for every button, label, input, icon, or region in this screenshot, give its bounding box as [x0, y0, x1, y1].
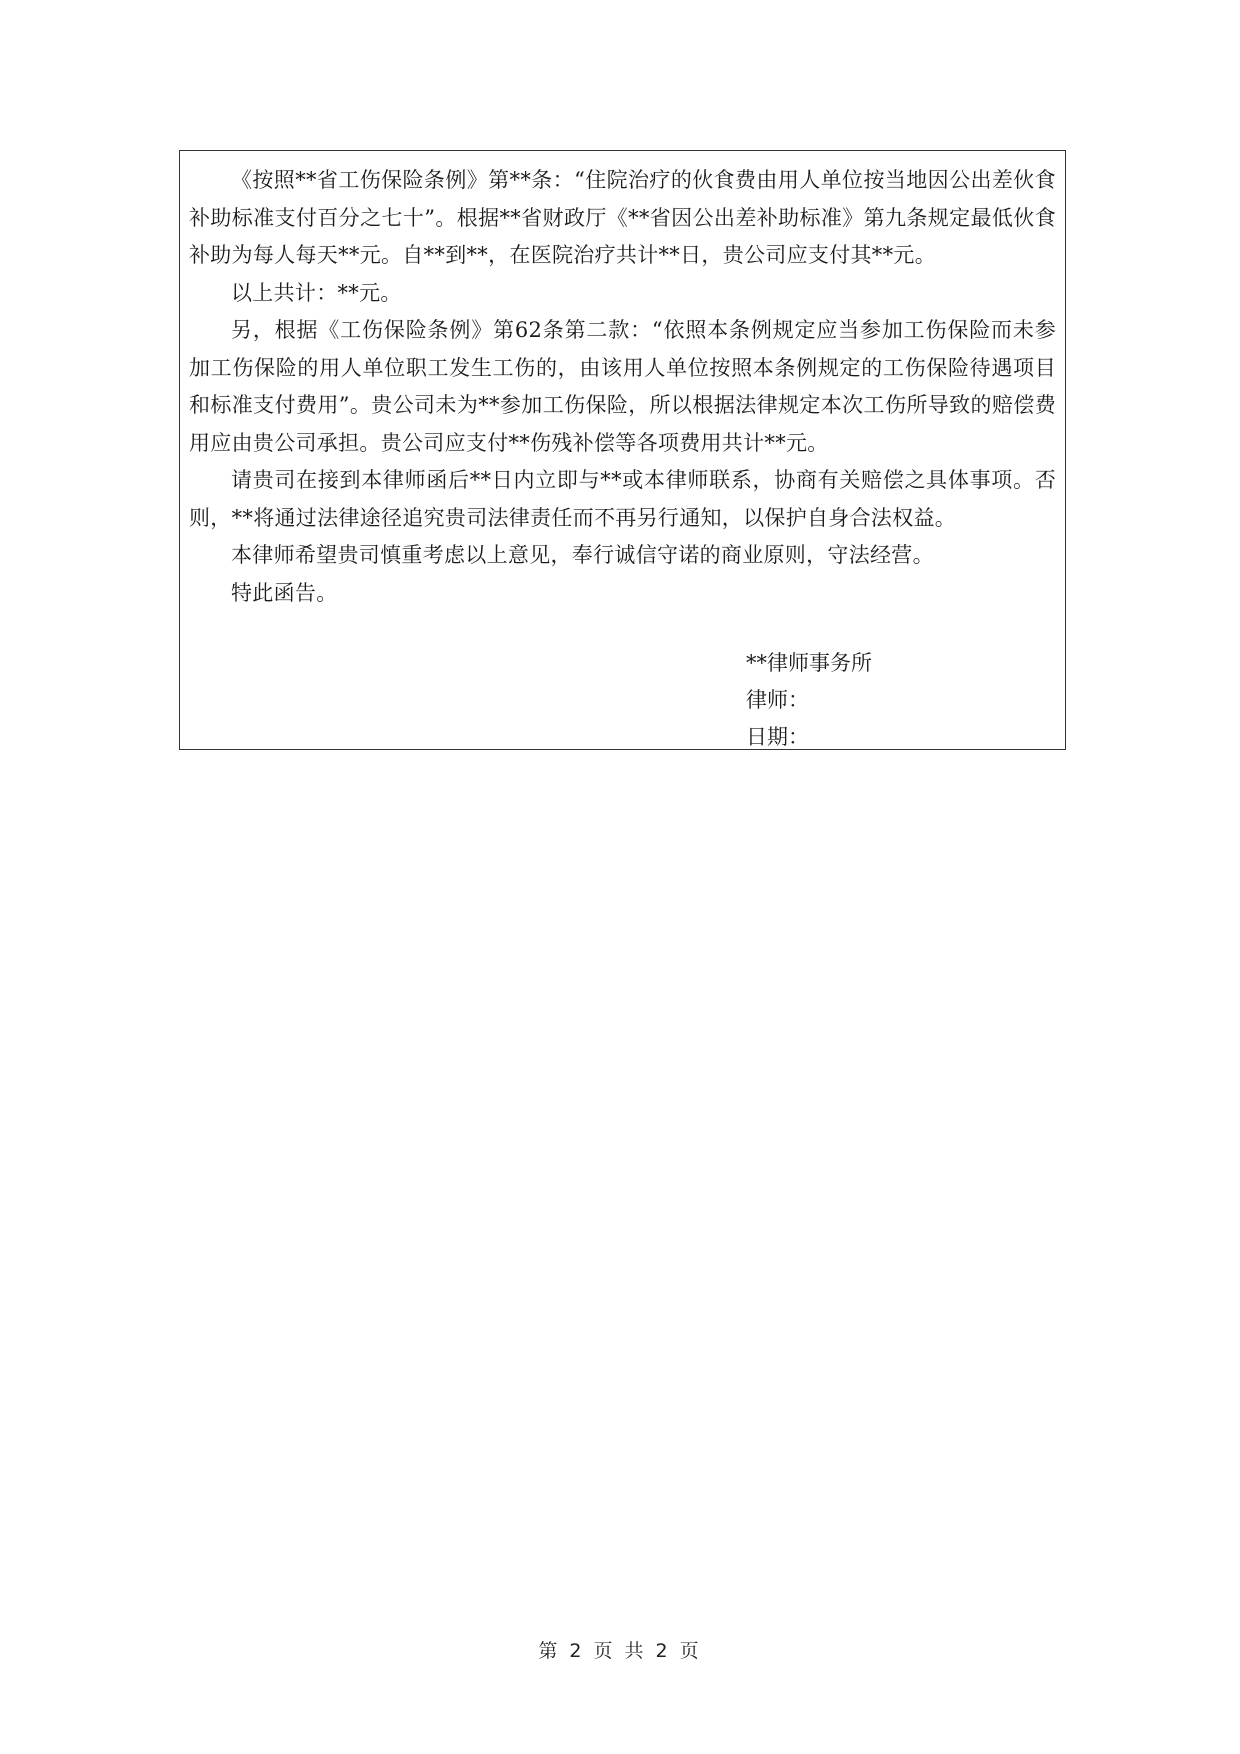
paragraph-total: 以上共计：**元。 — [231, 280, 402, 305]
paragraph-regulation-62: 另，根据《工伤保险条例》第62条第二款：“依照本条例规定应当参加工伤保险而未参加工伤保险的用人单位职工发生工伤的，由该用人单位按照本条例规定的工伤保险待遇项目和标准支付费用”。贵公司未为**参加工伤保险，所以根据法律规定本次工伤所导致的赔偿费用应由贵公司承担。贵公司应支付**伤残补偿等各项费用共计**元。 — [189, 318, 1056, 455]
paragraph-closing: 特此函告。 — [231, 580, 338, 605]
paragraph-meal-allowance: 《按照**省工伤保险条例》第**条：“住院治疗的伙食费由用人单位按当地因公出差伙食补助标准支付百分之七十”。根据**省财政厅《**省因公出差补助标准》第九条规定最低伙食补助为每人每天**元。自**到**，在医院治疗共计**日，贵公司应支付其**元。 — [189, 168, 1056, 267]
page-number-footer: 第 2 页 共 2 页 — [538, 1640, 702, 1662]
signature-block — [746, 645, 872, 756]
paragraph-hope: 本律师希望贵司慎重考虑以上意见，奉行诚信守诺的商业原则，守法经营。 — [231, 543, 934, 567]
date-label: 日期： — [746, 725, 809, 749]
law-firm-name: **律师事务所 — [746, 651, 872, 675]
letter-body-box — [179, 150, 1066, 750]
lawyer-label: 律师： — [746, 688, 809, 712]
paragraph-contact-request: 请贵司在接到本律师函后**日内立即与**或本律师联系，协商有关赔偿之具体事项。否则，**将通过法律途径追究贵司法律责任而不再另行通知，以保护自身合法权益。 — [189, 468, 1056, 530]
